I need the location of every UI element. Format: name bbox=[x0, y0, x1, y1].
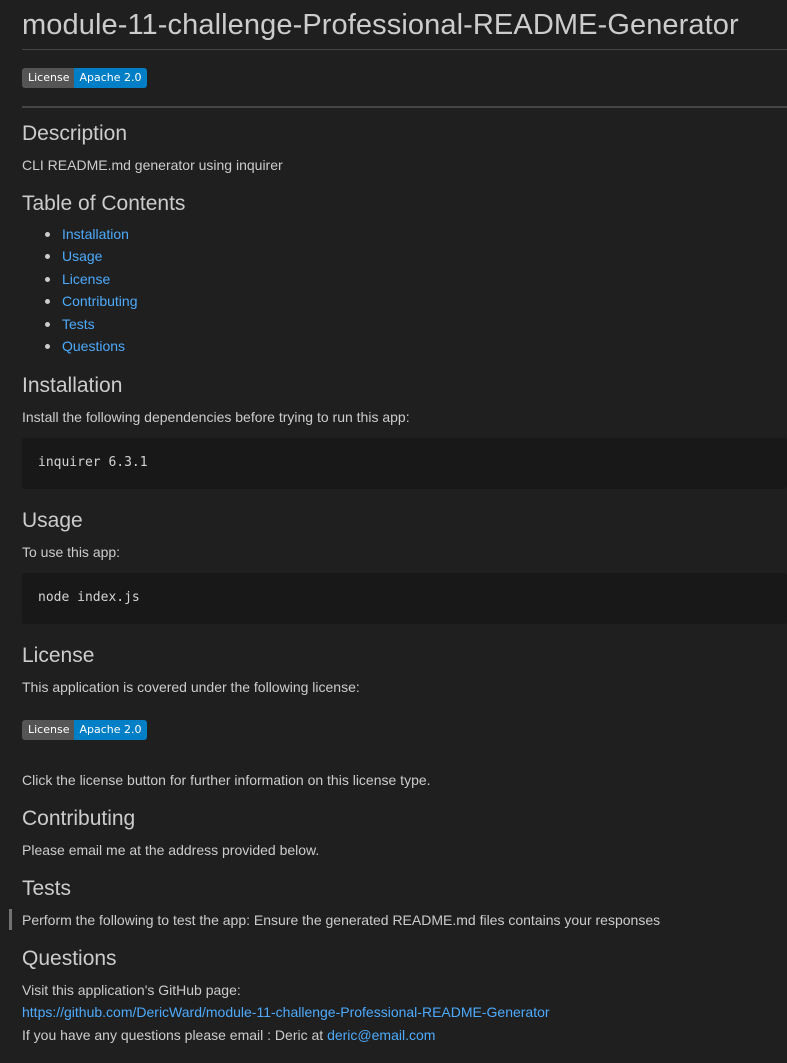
heading-questions: Questions bbox=[22, 947, 117, 970]
horizontal-rule bbox=[22, 106, 787, 108]
toc-link-tests[interactable]: Tests bbox=[62, 315, 95, 332]
page-title: module-11-challenge-Professional-README-Generator bbox=[22, 0, 787, 50]
license-badge-label: License bbox=[22, 720, 74, 740]
github-label: Visit this application's GitHub page: bbox=[22, 982, 241, 998]
readme-preview bbox=[22, 0, 787, 1043]
license-badge[interactable] bbox=[22, 720, 147, 740]
heading-usage: Usage bbox=[22, 509, 83, 532]
toc-link-contributing[interactable]: Contributing bbox=[62, 293, 138, 310]
license-note: Click the license button for further information on this license type. bbox=[22, 772, 431, 788]
usage-code: node index.js bbox=[38, 590, 140, 605]
installation-text: Install the following dependencies before trying to run this app: bbox=[22, 409, 410, 425]
list-item bbox=[22, 337, 138, 359]
usage-text: To use this app: bbox=[22, 544, 121, 560]
email-line bbox=[22, 1026, 435, 1044]
installation-code-block bbox=[22, 438, 787, 489]
description-text: CLI README.md generator using inquirer bbox=[22, 157, 283, 173]
heading-table-of-contents: Table of Contents bbox=[22, 192, 186, 215]
email-link[interactable]: deric@email.com bbox=[327, 1027, 436, 1043]
usage-code-block bbox=[22, 573, 787, 624]
blockquote-bar bbox=[9, 909, 12, 930]
heading-contributing: Contributing bbox=[22, 807, 136, 830]
github-link[interactable]: https://github.com/DericWard/module-11-challenge-Professional-README-Generator bbox=[22, 1004, 550, 1020]
license-badge-label: License bbox=[22, 68, 74, 88]
heading-license: License bbox=[22, 644, 95, 667]
contributing-text: Please email me at the address provided below. bbox=[22, 842, 320, 858]
installation-code: inquirer 6.3.1 bbox=[38, 455, 148, 470]
license-badge-value: Apache 2.0 bbox=[74, 720, 146, 740]
license-text: This application is covered under the following license: bbox=[22, 679, 360, 695]
toc-link-license[interactable]: License bbox=[62, 270, 111, 287]
email-prefix: If you have any questions please email : Deric at bbox=[22, 1027, 324, 1043]
toc-link-usage[interactable]: Usage bbox=[62, 248, 103, 265]
list-item bbox=[22, 225, 138, 247]
list-item bbox=[22, 315, 138, 337]
toc-link-installation[interactable]: Installation bbox=[62, 226, 129, 242]
list-item bbox=[22, 247, 138, 269]
heading-description: Description bbox=[22, 122, 128, 145]
list-item bbox=[22, 292, 138, 314]
heading-tests: Tests bbox=[22, 877, 72, 900]
tests-text: Perform the following to test the app: Ensure the generated README.md files contains your responses bbox=[22, 912, 661, 928]
heading-installation: Installation bbox=[22, 374, 123, 397]
list-item bbox=[22, 270, 138, 292]
table-of-contents-list bbox=[22, 225, 138, 359]
license-badge-value: Apache 2.0 bbox=[74, 68, 146, 88]
license-badge-top[interactable] bbox=[22, 68, 147, 88]
toc-link-questions[interactable]: Questions bbox=[62, 337, 126, 354]
